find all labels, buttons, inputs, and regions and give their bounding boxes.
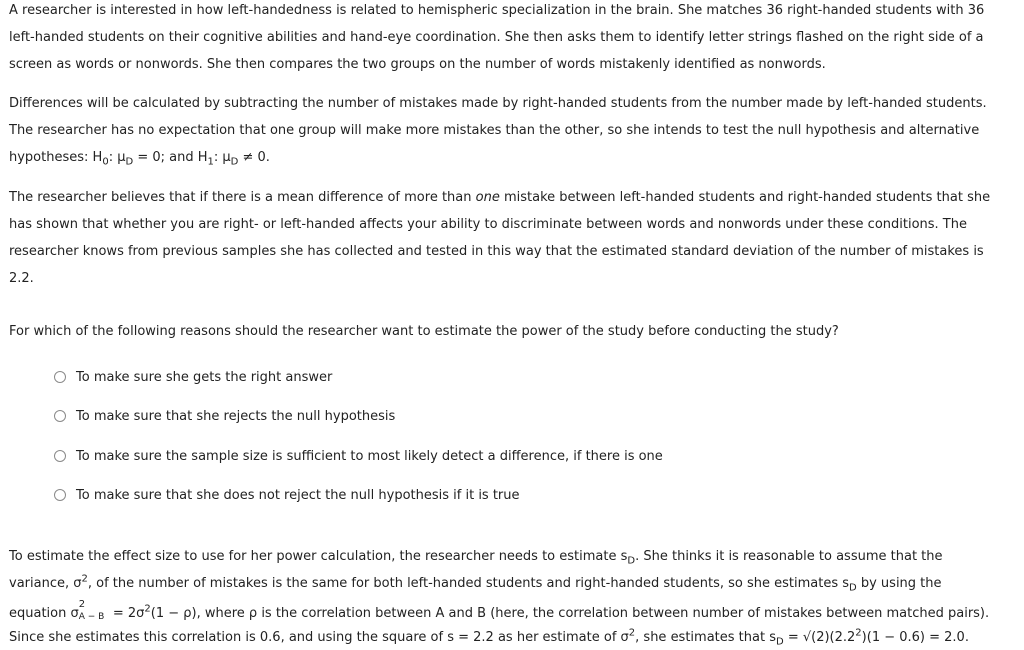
hypothesis-line-3: hypotheses: $H_0$: $\mu_D = 0$; and $H_1$: $\mu_D \ne 0$. (9, 150, 270, 168)
option-not-reject-null[interactable] (54, 486, 520, 504)
effect-line-3: equation σ 2 A − B = $2\sigma^2(1 - \rho)$, where ρ is the correlation between A and B (here, the correlation between number of mistakes between matched pairs). (9, 599, 990, 622)
option-sample-size[interactable] (54, 447, 663, 465)
option-reject-null[interactable] (54, 407, 395, 425)
question-text: For which of the following reasons should the researcher want to estimate the power of the study before conducting the study? (9, 324, 839, 339)
intro-line-1: A researcher is interested in how left-handedness is related to hemispheric specialization in the brain. She matches 36 right-handed students with 36 (9, 3, 985, 18)
option-label: To make sure that she rejects the null hypothesis (76, 408, 396, 424)
hypothesis-line-1: Differences will be calculated by subtracting the number of mistakes made by right-handed students from the number made by left-handed students. (9, 96, 987, 111)
belief-line-4: 2.2. (9, 271, 34, 286)
effect-line-1: To estimate the effect size to use for her power calculation, the researcher needs to estimate $s_D$. She thinks it is reasonable to assume that the (9, 549, 943, 567)
belief-line-1: The researcher believes that if there is a mean difference of more than one mistake between left-handed students and right-handed students that she (9, 190, 991, 205)
radio-button[interactable] (54, 450, 66, 462)
radio-button[interactable] (54, 489, 66, 501)
effect-line-2: variance, $\sigma^2$, of the number of mistakes is the same for both left-handed students and right-handed students, so she estimates $s_D$ by using the (9, 573, 942, 594)
belief-line-2: has shown that whether you are right- or left-handed affects your ability to discriminate between words and nonwords under these conditions. The (9, 217, 967, 232)
effect-line-4: Since she estimates this correlation is 0.6, and using the square of s = 2.2 as her estimate of $\sigma^2$, she estimates that $s_D = √(2)(2.2^2)(1 - 0.6) = 2.0$. (9, 627, 969, 648)
belief-line-3: researcher knows from previous samples she has collected and tested in this way that the estimated standard deviation of the number of mistakes is (9, 244, 984, 259)
option-label: To make sure she gets the right answer (76, 369, 333, 385)
intro-line-3: screen as words or nonwords. She then compares the two groups on the number of words mistakenly identified as nonwords. (9, 57, 826, 72)
intro-line-2: left-handed students on their cognitive abilities and hand-eye coordination. She then asks them to identify letter strings flashed on the right side of a (9, 30, 984, 45)
option-right-answer[interactable] (54, 368, 332, 386)
option-label: To make sure the sample size is sufficient to most likely detect a difference, if there is one (76, 448, 663, 464)
hypothesis-line-2: The researcher has no expectation that one group will make more mistakes than the other, so she intends to test the null hypothesis and alternative (9, 123, 980, 138)
option-label: To make sure that she does not reject the null hypothesis if it is true (76, 487, 520, 503)
radio-button[interactable] (54, 371, 66, 383)
radio-button[interactable] (54, 410, 66, 422)
